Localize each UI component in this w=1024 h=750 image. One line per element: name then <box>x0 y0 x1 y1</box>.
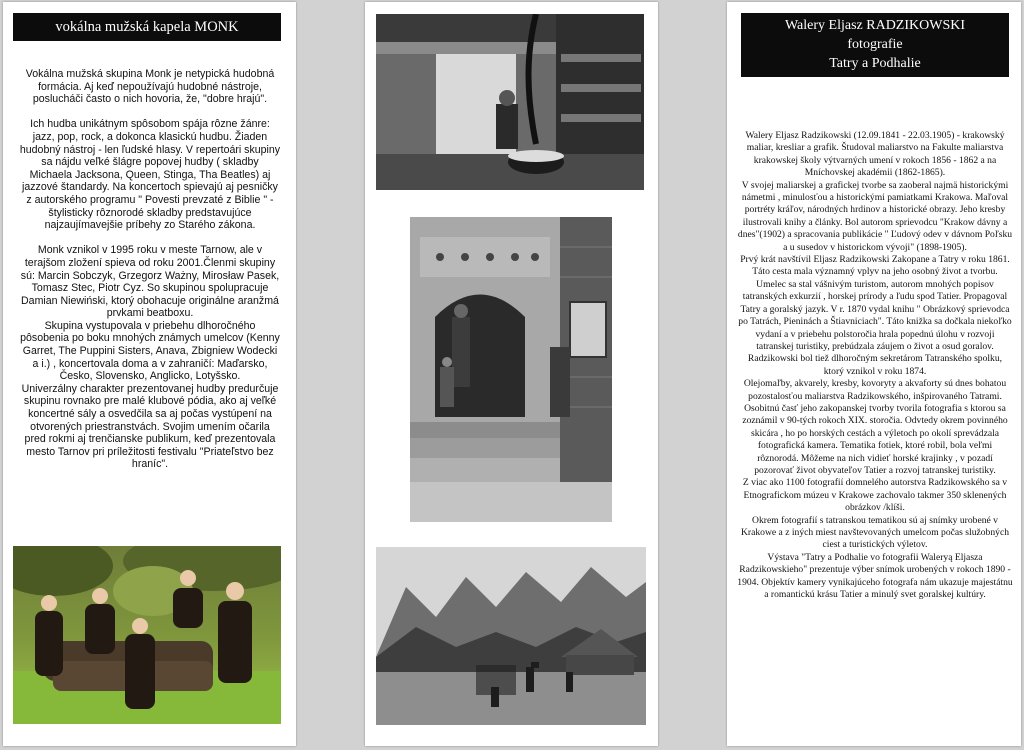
exhibition-title-line: Walery Eljasz RADZIKOWSKI <box>784 18 966 33</box>
biography-paragraph: V svojej maliarskej a grafickej tvorbe sa zaoberal najmä historickými námetmi , minulosťou a historickými pamiatkami Krakowa. Maľoval portréty kráľov, národných hrdinov a historické obrazy. Jeho kresby ilustrovali knihy a články. Bol autorom sprievodcu "Krakow dávny a dnes"(1902) a spracovania publikácie " Ľudový odev v dávnom Poľsku a u susedov v historickom vývoji" (1898-1905). <box>737 179 1013 253</box>
band-paragraph: Univerzálny charakter prezentovanej hudby predurčuje skupinu rovnako pre malé klubové pódia, ako aj veľké koncertné sály a osvedčila sa aj počas vystúpení na otvorených priestranstvách. Svojim umením očarila pred rokmi aj trenčianske publikum, keď prezentovala mesto Tarnov pri príležitosti festivalu "Priateľstvo bez hraníc". <box>21 382 279 471</box>
hut-interior-photo <box>376 14 644 190</box>
wooden-house-door-photo <box>410 217 612 522</box>
band-photo <box>13 546 281 724</box>
band-description <box>19 68 281 471</box>
biography-paragraph: Výstava "Tatry a Podhalie vo fotografii Waleryą Eljasza Radzikowskieho" prezentuje výber snímok urobených v rokoch 1890 - 1904. Objektív kamery vynikajúceho fotografa nám ukazuje majestátnu a romantickú krásu Tatier a minulý svet goralskej kultúry. <box>737 551 1013 601</box>
biography-paragraph: Prvý krát navštívil Eljasz Radzikowski Zakopane a Tatry v roku 1861. Táto cesta mala významný vplyv na jeho osobný život a tvorbu. Umelec sa stal vášnivým turistom, autorom mnohých popisov tatranských exkurzií , horskej prírody a ľudu spod Tatier. Propagoval Tatry a goralský jazyk. V r. 1870 vydal knihu " Obrázkový sprievodca po Tatrách, Pieninách a Štiavniciach". Táto knižka sa dočkala niekoľko vydaní a v priebehu polstoročia hrala popednú úlohu v rozvoji tatranskej turistiky, prebúdzala záujem o život a osud goralov. Radzikowski bol tiež dlhoročným sekretárom Tatranského spolku, ktorý vznikol v roku 1874. <box>738 254 1012 377</box>
tatra-valley-photo <box>376 547 646 725</box>
band-paragraph: Skupina vystupovala v priebehu dlhoročného pôsobenia po boku mnohých známych umelcov (Kenny Garret, The Puppini Sisters, Anava, Zbigniew Wodecki a i.) , koncertovala doma a v zahraničí: Maďarsko, Česko, Slovensko, Anglicko, Lotyšsko. <box>20 319 280 383</box>
band-paragraph: Vokálna mužská skupina Monk je netypická hudobná formácia. Aj keď nepoužívajú hudobné nástroje, poslucháči často o nich hovoria, že, "dobre hrajú". <box>25 68 275 106</box>
band-paragraph: Monk vznikol v 1995 roku v meste Tarnow, ale v terajšom zložení spieva od roku 2001.Členmi skupiny sú: Marcin Sobczyk, Grzegorz Ważny, Mirosław Pasek, Tomasz Stec, Piotr Cyz. So skupinou spolupracuje Damian Niewiński, ktorý obohacuje originálne aranžmá prvkami beatboxu. <box>20 244 280 320</box>
biography-paragraph: Z viac ako 1100 fotografií domnelého autorstva Radzikowského sa v Etnografickom múzeu v Krakowe zachovalo takmer 350 sklenených obrázkov /klíši. <box>742 477 1008 514</box>
exhibition-title <box>741 13 1009 77</box>
exhibition-title-line: fotografie <box>847 37 903 52</box>
right-panel <box>727 2 1021 746</box>
band-title: vokálna mužská kapela MONK <box>13 13 281 41</box>
photographer-biography <box>737 130 1013 601</box>
left-panel <box>3 2 296 746</box>
biography-paragraph: Okrem fotografií s tatranskou tematikou sú aj snímky urobené v Krakowe a z iných miest navštevovaných umelcom počas služobných ciest a turistických výletov. <box>740 514 1009 551</box>
exhibition-title-line: Tatry a Podhalie <box>829 56 921 71</box>
biography-paragraph: Olejomaľby, akvarely, kresby, kovoryty a akvaforty sú dnes bohatou pozostalosťou maliarstva Radzikowského, inšpirovaného Tatrami. Osobitnú časť jeho zakopanskej tvorby tvorila fotografia s ktorou sa zoznámil v 90-tých rokoch XIX. storočia. Odvtedy okrem povinného skicára , ho po horských cestách a výletoch po okolí sprevádzala fotografická kamera. Tematika fotiek, ktoré robil, bola veľmi rôznorodá. Môžeme na nich vidieť horské krajinky , v pozadí pozorovať život obyvateľov Tatier a rozvoj tatranskej turistiky. <box>742 378 1008 476</box>
biography-paragraph: Walery Eljasz Radzikowski (12.09.1841 - 22.03.1905) - krakowský maliar, kresliar a grafik. Študoval maliarstvo na Fakulte maliarstva krakowskej školy výtvarných umení v rokoch 1856 - 1862 a na Mníchovskej akadémii (1862-1865). <box>745 130 1005 179</box>
middle-panel <box>365 2 658 746</box>
band-paragraph: Ich hudba unikátnym spôsobom spája rôzne žánre: jazz, pop, rock, a dokonca klasickú hudbu. Žiaden hudobný nástroj - len ľudské hlasy. V repertoári skupiny sa nájdu veľké šlágre popovej hudby ( skladby Michaela Jacksona, Queen, Stinga, Tha Beatles) aj jazzové štandardy. Na koncertoch spievajú aj pesničky z autorského programu " Povesti prevzaté z Biblie " - štylisticky rôznorodé skladby predstavujúce najzaujímavejšie príbehy zo Starého zákona. <box>19 118 281 232</box>
